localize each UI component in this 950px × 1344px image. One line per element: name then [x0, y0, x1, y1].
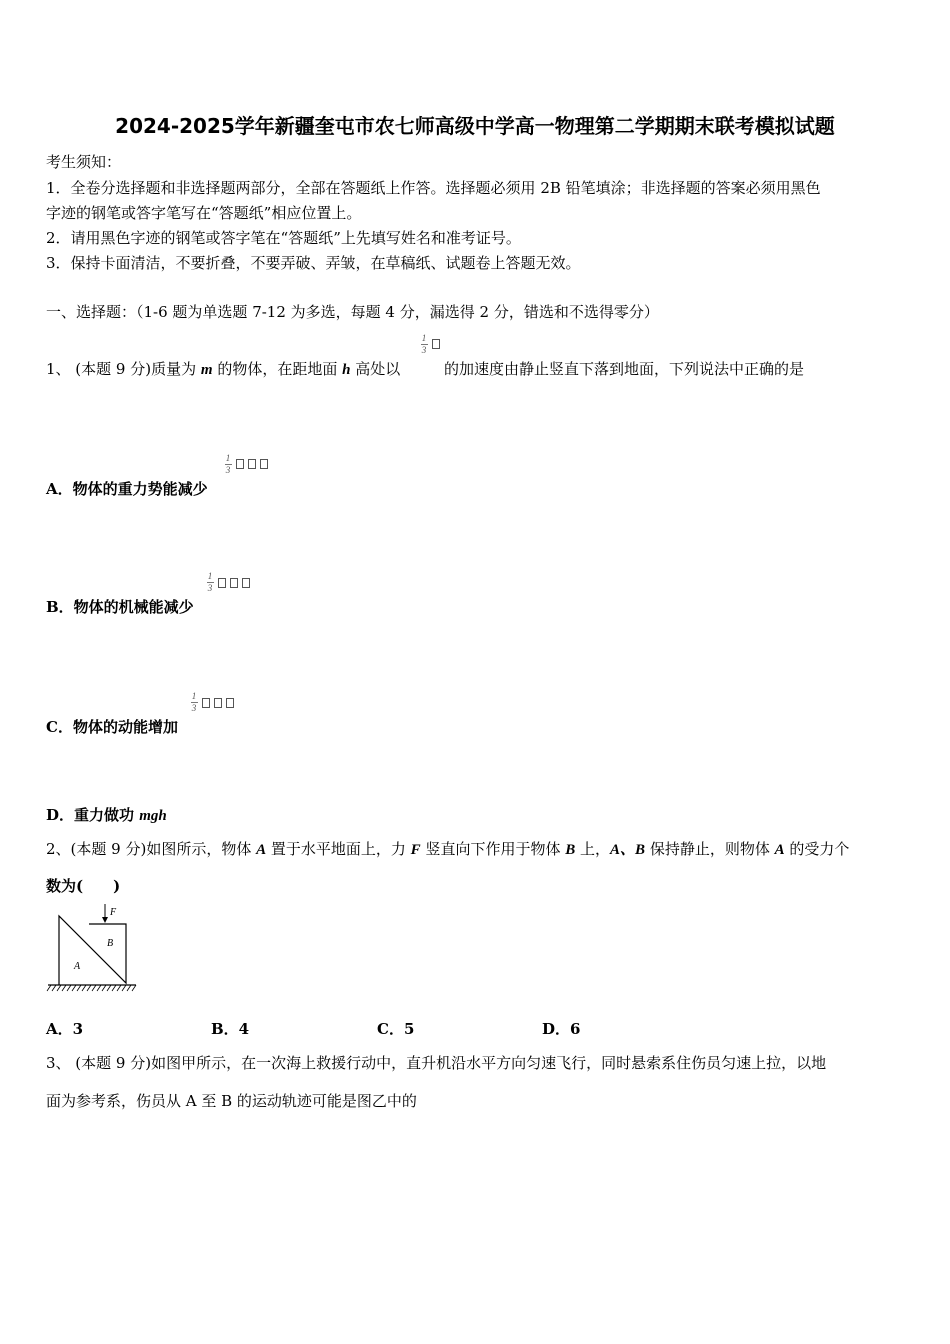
notice-line-1b: 字迹的钢笔或答字笔写在“答题纸”相应位置上。 [46, 204, 362, 222]
q2-a2: A [774, 842, 785, 858]
q2-a: A [256, 842, 267, 858]
page-title: 2024-2025学年新疆奎屯市农七师高级中学高一物理第二学期期末联考模拟试题 [115, 114, 835, 138]
q2-figure [46, 904, 138, 994]
q2-ab: A、B [610, 842, 646, 858]
q2-option-b: B．4 [211, 1020, 250, 1038]
q1-m: m [200, 362, 213, 378]
missing-glyph-icon [218, 578, 226, 588]
q1-prefix: 1、 (本题 9 分)质量为 [46, 360, 201, 378]
q2-mid: 置于水平地面上，力 [266, 840, 411, 858]
missing-glyph-icon [260, 459, 268, 469]
q1-option-d [46, 806, 167, 825]
q2-mid3: 上， [575, 840, 611, 858]
notice-line-1a: 1．全卷分选择题和非选择题两部分，全部在答题纸上作答。选择题必须用 2B 铅笔填涂；非选择题的答案必须用黑色 [46, 179, 821, 197]
q1-h: h [342, 362, 351, 378]
q1-suffix: 的加速度由静止竖直下落到地面，下列说法中正确的是 [444, 360, 805, 378]
notice-line-2: 2．请用黑色字迹的钢笔或答字笔在“答题纸”上先填写姓名和准考证号。 [46, 229, 521, 247]
q1-fraction: 1 3 [421, 333, 427, 355]
notice-heading: 考生须知： [46, 153, 122, 171]
missing-glyph-icon [242, 578, 250, 588]
q1-option-d-value: mgh [139, 808, 167, 824]
notice-line-3: 3．保持卡面清洁，不要折叠，不要弄破、弄皱，在草稿纸、试题卷上答题无效。 [46, 254, 581, 272]
q2-option-c: C．5 [377, 1020, 415, 1038]
missing-glyph-icon [202, 698, 210, 708]
q1-mid: 的物体，在距地面 [212, 360, 343, 378]
q2-suffix: 的受力个 [784, 840, 850, 858]
missing-glyph-icon [230, 578, 238, 588]
q2-option-d: D．6 [542, 1020, 581, 1038]
missing-glyph-icon [432, 339, 440, 349]
question-2-stem [46, 840, 849, 859]
q2-option-a: A．3 [46, 1020, 84, 1038]
q2-figure-label-a: A [74, 961, 81, 972]
q1-option-c-fraction: 1 3 [191, 691, 197, 713]
q2-f: F [410, 842, 421, 858]
missing-glyph-icon [226, 698, 234, 708]
section-heading: 一、选择题：（1-6 题为单选题 7-12 为多选，每题 4 分，漏选得 2 分，错选和不选得零分） [46, 303, 659, 321]
q1-mid2: 高处以 [350, 360, 401, 378]
q1-option-a: A．物体的重力势能减少 [46, 480, 208, 498]
missing-glyph-icon [236, 459, 244, 469]
q2-figure-label-b: B [107, 938, 114, 949]
missing-glyph-icon [214, 698, 222, 708]
q1-option-b: B．物体的机械能减少 [46, 598, 194, 616]
q2-prefix: 2、(本题 9 分)如图所示，物体 [46, 840, 257, 858]
missing-glyph-icon [248, 459, 256, 469]
q1-option-b-fraction: 1 3 [207, 571, 213, 593]
question-3-line-1: 3、 (本题 9 分)如图甲所示，在一次海上救援行动中，直升机沿水平方向匀速飞行，同时悬索系住伤员匀速上拉，以地 [46, 1054, 827, 1072]
q1-option-d-label: D．重力做功 [46, 806, 140, 824]
q2-mid4: 保持静止，则物体 [645, 840, 775, 858]
question-3-line-2: 面为参考系，伤员从 A 至 B 的运动轨迹可能是图乙中的 [46, 1092, 417, 1110]
question-1-stem [46, 360, 400, 379]
q2-mid2: 竖直向下作用于物体 [420, 840, 566, 858]
q2-b: B [565, 842, 576, 858]
q2-figure-label-f: F [110, 907, 117, 918]
q1-option-a-fraction: 1 3 [225, 453, 231, 475]
q1-option-c: C．物体的动能增加 [46, 718, 178, 736]
q2-line-2: 数为( ) [46, 877, 121, 895]
